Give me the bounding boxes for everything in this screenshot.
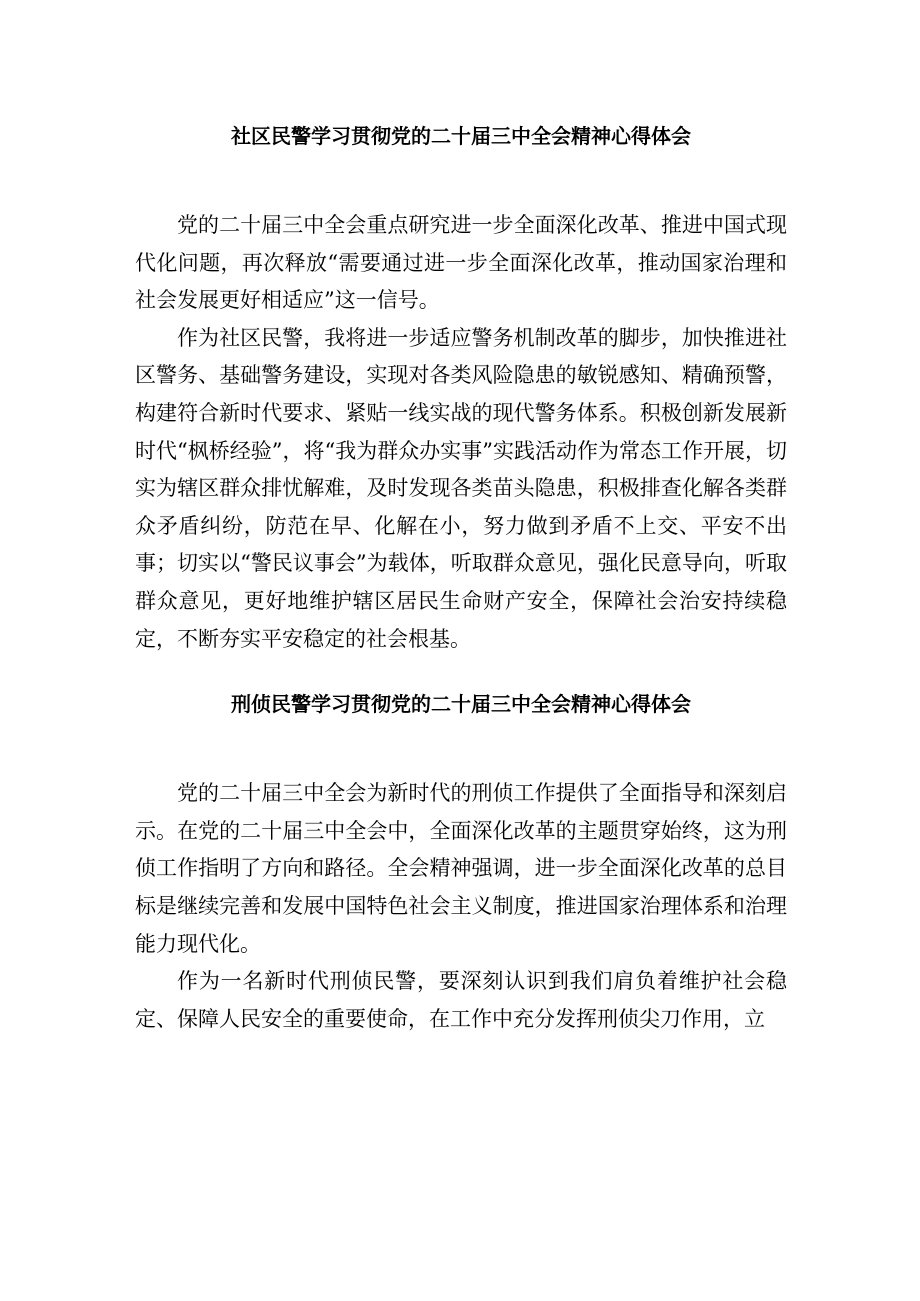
paragraph-criminal-1: 党的二十届三中全会为新时代的刑侦工作提供了全面指导和深刻启示。在党的二十届三中全会中，全面深化改革的主题贯穿始终，这为刑侦工作指明了方向和路径。全会精神强调，进一步全面深化改革的总目标是继续完善和发展中国特色社会主义制度，推进国家治理体系和治理能力现代化。: [135, 781, 787, 956]
section-title-community-police: 社区民警学习贯彻党的二十届三中全会精神心得体会: [231, 124, 691, 148]
title-spacer: [135, 722, 787, 775]
paragraph-community-1: 党的二十届三中全会重点研究进一步全面深化改革、推进中国式现代化问题，再次释放“需要通过进一步全面深化改革，推动国家治理和社会发展更好相适应”这一信号。: [135, 213, 787, 313]
title-spacer: [135, 154, 787, 207]
document-body: [135, 118, 787, 1038]
section-title-criminal-police: 刑侦民警学习贯彻党的二十届三中全会精神心得体会: [231, 692, 691, 717]
paragraph-community-2: 作为社区民警，我将进一步适应警务机制改革的脚步，加快推进社区警务、基础警务建设，实现对各类风险隐患的敏锐感知、精确预警，构建符合新时代要求、紧贴一线实战的现代警务体系。积极创新发展新时代“枫桥经验”，将“我为群众办实事”实践活动作为常态工作开展，切实为辖区群众排忧解难，及时发现各类苗头隐患，积极排查化解各类群众矛盾纠纷，防范在早、化解在小，努力做到矛盾不上交、平安不出事；切实以“警民议事会”为载体，听取群众意见，强化民意导向，听取群众意见，更好地维护辖区居民生命财产安全，保障社会治安持续稳定，不断夯实平安稳定的社会根基。: [135, 325, 787, 651]
paragraph-criminal-2: 作为一名新时代刑侦民警，要深刻认识到我们肩负着维护社会稳定、保障人民安全的重要使命，在工作中充分发挥刑侦尖刀作用，立: [135, 969, 787, 1031]
section-spacer: [135, 658, 787, 686]
